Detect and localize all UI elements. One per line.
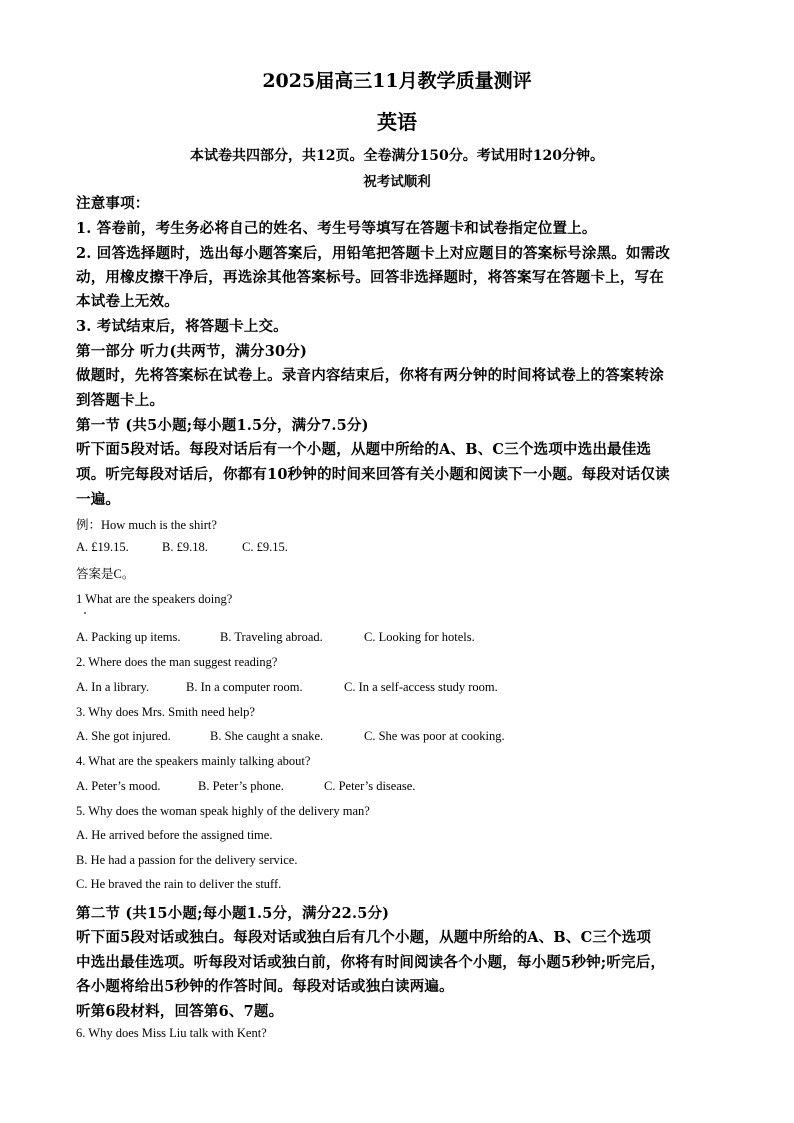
section2-intro-line-1: 听下面5段对话或独白。每段对话或独白后有几个小题，从题中所给的A、B、C三个选项 — [76, 929, 652, 946]
good-luck-text: 祝考试顺利 — [363, 174, 431, 190]
q2-option-a: A. In a library. — [76, 680, 150, 694]
example-option-b: B. £9.18. — [162, 540, 208, 554]
question-2-options — [76, 680, 726, 695]
example-options — [76, 540, 726, 555]
note-1: 1. 答卷前，考生务必将自己的姓名、考生号等填写在答题卡和试卷指定位置上。 — [76, 220, 597, 237]
note-2-line-2: 动，用橡皮擦干净后，再选涂其他答案标号。回答非选择题时，将答案写在答题卡上，写在 — [76, 269, 664, 286]
q4-option-a: A. Peter’s mood. — [76, 779, 161, 793]
q3-option-c: C. She was poor at cooking. — [364, 729, 505, 743]
example-answer: 答案是C。 — [76, 567, 135, 581]
part1-intro-line-1: 做题时，先将答案标在试卷上。录音内容结束后，你将有两分钟的时间将试卷上的答案转涂 — [76, 367, 664, 384]
question-2: 2. Where does the man suggest reading? — [76, 655, 278, 669]
note-2-line-1: 2. 回答选择题时，选出每小题答案后，用铅笔把答题卡上对应题目的答案标号涂黑。如需改 — [76, 245, 671, 262]
note-2-line-3: 本试卷上无效。 — [76, 293, 179, 310]
question-5: 5. Why does the woman speak highly of the delivery man? — [76, 804, 370, 818]
stray-dot — [84, 612, 86, 614]
question-4: 4. What are the speakers mainly talking about? — [76, 754, 311, 768]
section1-intro-line-3: 一遍。 — [76, 491, 121, 508]
q1-option-c: C. Looking for hotels. — [364, 630, 475, 644]
q3-option-b: B. She caught a snake. — [210, 729, 324, 743]
notes-heading: 注意事项： — [76, 195, 150, 212]
section2-intro-line-3: 各小题将给出5秒钟的作答时间。每段对话或独白读两遍。 — [76, 978, 454, 995]
q5-option-c: C. He braved the rain to deliver the stuff. — [76, 877, 282, 891]
exam-title: 2025届高三11月教学质量测评 — [262, 70, 532, 92]
q1-option-b: B. Traveling abroad. — [220, 630, 323, 644]
question-3: 3. Why does Mrs. Smith need help? — [76, 705, 255, 719]
q4-option-b: B. Peter’s phone. — [198, 779, 284, 793]
q2-option-b: B. In a computer room. — [186, 680, 303, 694]
question-3-options — [76, 729, 726, 744]
subject-title: 英语 — [377, 110, 417, 134]
question-4-options — [76, 779, 726, 794]
note-3: 3. 考试结束后，将答题卡上交。 — [76, 318, 288, 335]
question-6: 6. Why does Miss Liu talk with Kent? — [76, 1026, 267, 1040]
example-question: 例：How much is the shirt? — [76, 518, 217, 532]
q1-option-a: A. Packing up items. — [76, 630, 181, 644]
example-option-a: A. £19.15. — [76, 540, 129, 554]
part1-heading: 第一部分 听力(共两节，满分30分) — [76, 343, 308, 360]
exam-info: 本试卷共四部分，共12页。全卷满分150分。考试用时120分钟。 — [190, 148, 604, 164]
section1-intro-line-2: 项。听完每段对话后，你都有10秒钟的时间来回答有关小题和阅读下一小题。每段对话仅读 — [76, 466, 670, 483]
section1-intro-line-1: 听下面5段对话。每段对话后有一个小题，从题中所给的A、B、C三个选项中选出最佳选 — [76, 441, 652, 458]
q4-option-c: C. Peter’s disease. — [324, 779, 416, 793]
section1-heading: 第一节 (共5小题;每小题1.5分，满分7.5分) — [76, 417, 369, 434]
section2-heading: 第二节 (共15小题;每小题1.5分，满分22.5分) — [76, 905, 390, 922]
example-option-c: C. £9.15. — [242, 540, 288, 554]
q3-option-a: A. She got injured. — [76, 729, 171, 743]
part1-intro-line-2: 到答题卡上。 — [76, 392, 165, 409]
material-6-instruction: 听第6段材料，回答第6、7题。 — [76, 1003, 284, 1020]
q2-option-c: C. In a self-access study room. — [344, 680, 498, 694]
q5-option-b: B. He had a passion for the delivery service. — [76, 853, 298, 867]
question-1: 1 What are the speakers doing? — [76, 592, 233, 606]
q5-option-a: A. He arrived before the assigned time. — [76, 828, 273, 842]
question-1-options — [76, 630, 726, 645]
section2-intro-line-2: 中选出最佳选项。听每段对话或独白前，你将有时间阅读各个小题，每小题5秒钟;听完后， — [76, 954, 666, 971]
